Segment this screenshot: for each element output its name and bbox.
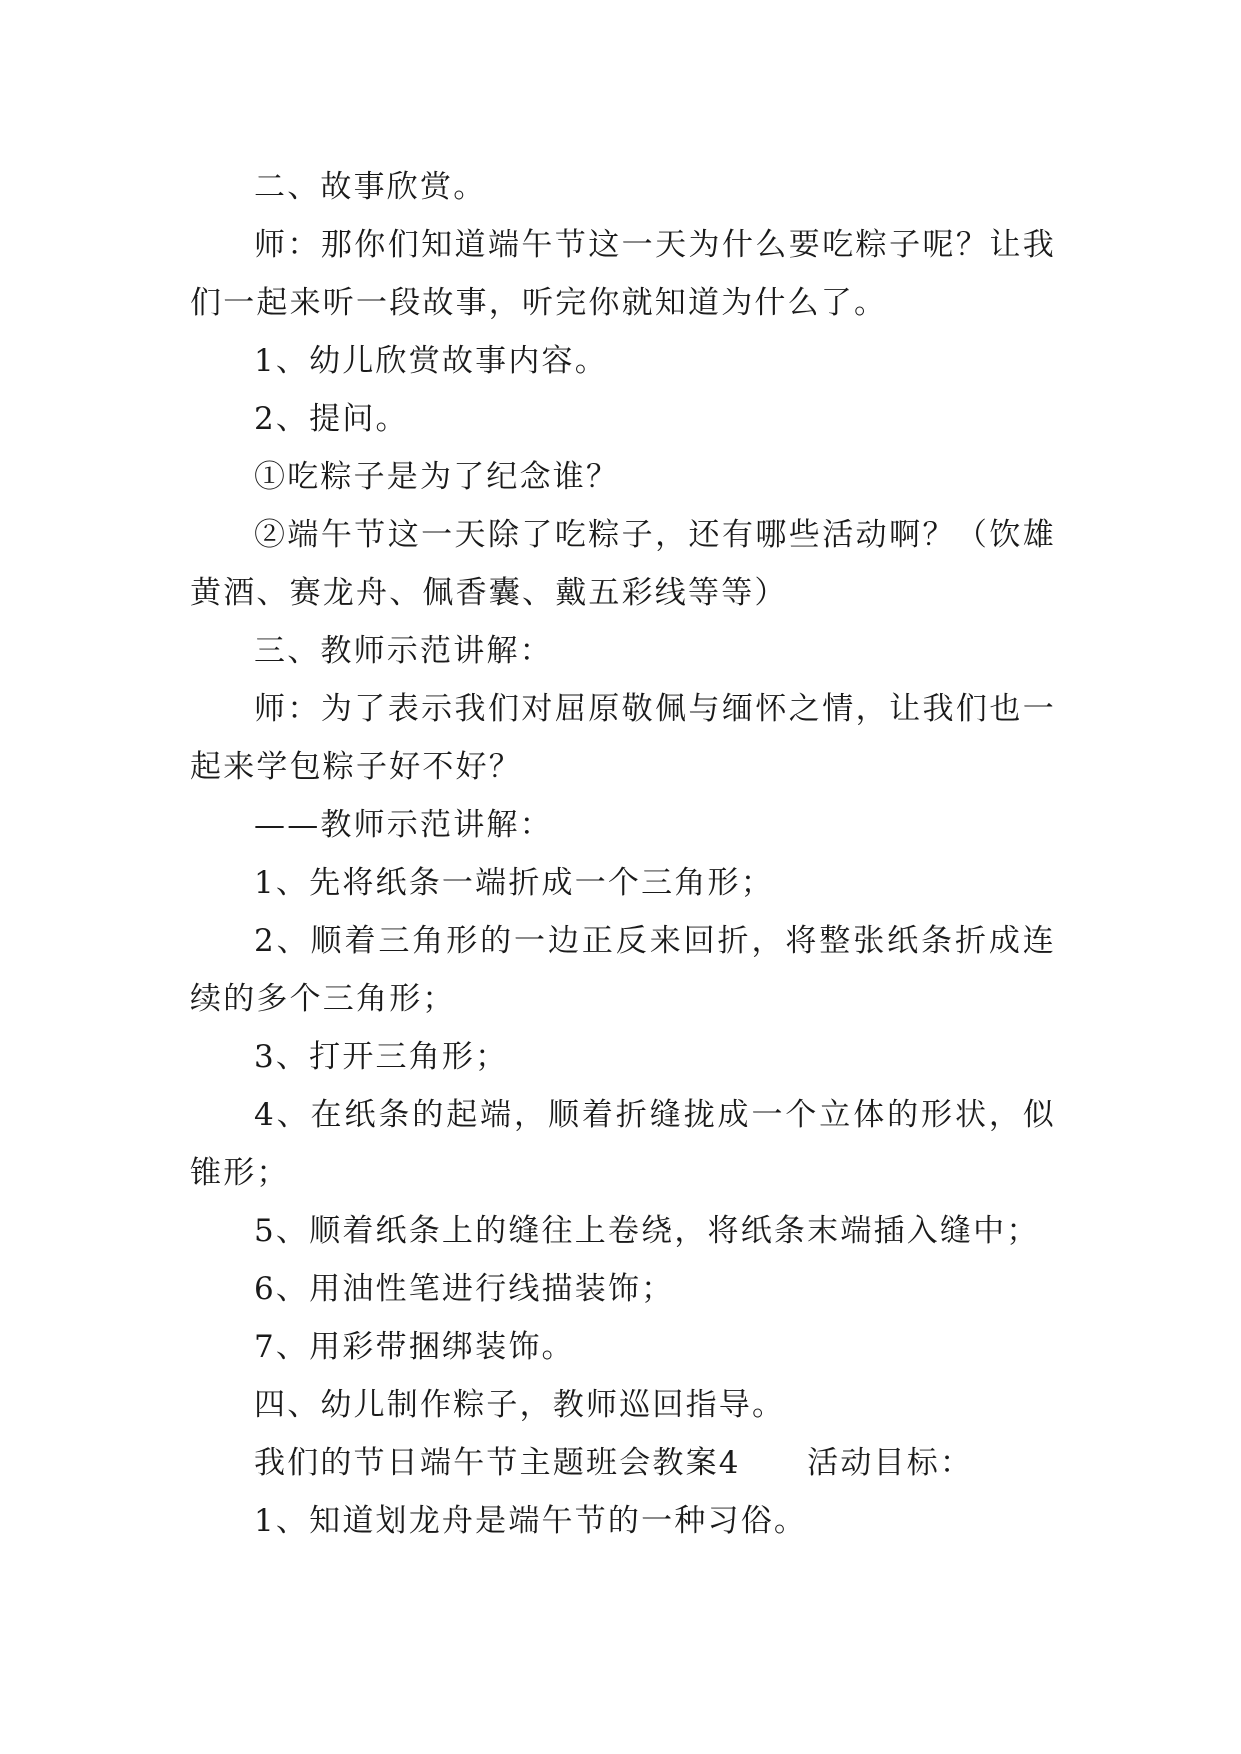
subheading-demo: ——教师示范讲解： bbox=[254, 807, 553, 843]
section-heading-demo: 三、教师示范讲解： bbox=[254, 633, 553, 669]
list-item: ①吃粽子是为了纪念谁？ bbox=[254, 459, 620, 495]
list-item: 2、提问。 bbox=[254, 401, 409, 437]
list-item: 1、知道划龙舟是端午节的一种习俗。 bbox=[254, 1503, 808, 1539]
list-item: 3、打开三角形； bbox=[254, 1039, 509, 1075]
list-item: 2、顺着三角形的一边正反来回折，将整张纸条折成连续的多个三角形； bbox=[190, 923, 1056, 1017]
paragraph-teacher-question: 师：那你们知道端午节这一天为什么要吃粽子呢？让我们一起来听一段故事，听完你就知道为什么了。 bbox=[190, 227, 1056, 321]
section-heading-story: 二、故事欣赏。 bbox=[254, 169, 487, 205]
list-item: 1、先将纸条一端折成一个三角形； bbox=[254, 865, 774, 901]
list-item: 7、用彩带捆绑装饰。 bbox=[254, 1329, 575, 1365]
list-item: 4、在纸条的起端，顺着折缝拢成一个立体的形状，似锥形； bbox=[190, 1097, 1056, 1191]
document-body bbox=[190, 158, 1056, 1550]
paragraph-teacher-invite: 师：为了表示我们对屈原敬佩与缅怀之情，让我们也一起来学包粽子好不好？ bbox=[190, 691, 1056, 785]
lesson-title: 我们的节日端午节主题班会教案4 活动目标： bbox=[254, 1445, 974, 1481]
list-item: 5、顺着纸条上的缝往上卷绕，将纸条末端插入缝中； bbox=[254, 1213, 1040, 1249]
list-item: 1、幼儿欣赏故事内容。 bbox=[254, 343, 608, 379]
list-item: ②端午节这一天除了吃粽子，还有哪些活动啊？（饮雄黄酒、赛龙舟、佩香囊、戴五彩线等等） bbox=[190, 517, 1056, 611]
section-heading-making: 四、幼儿制作粽子，教师巡回指导。 bbox=[254, 1387, 786, 1423]
list-item: 6、用油性笔进行线描装饰； bbox=[254, 1271, 675, 1307]
